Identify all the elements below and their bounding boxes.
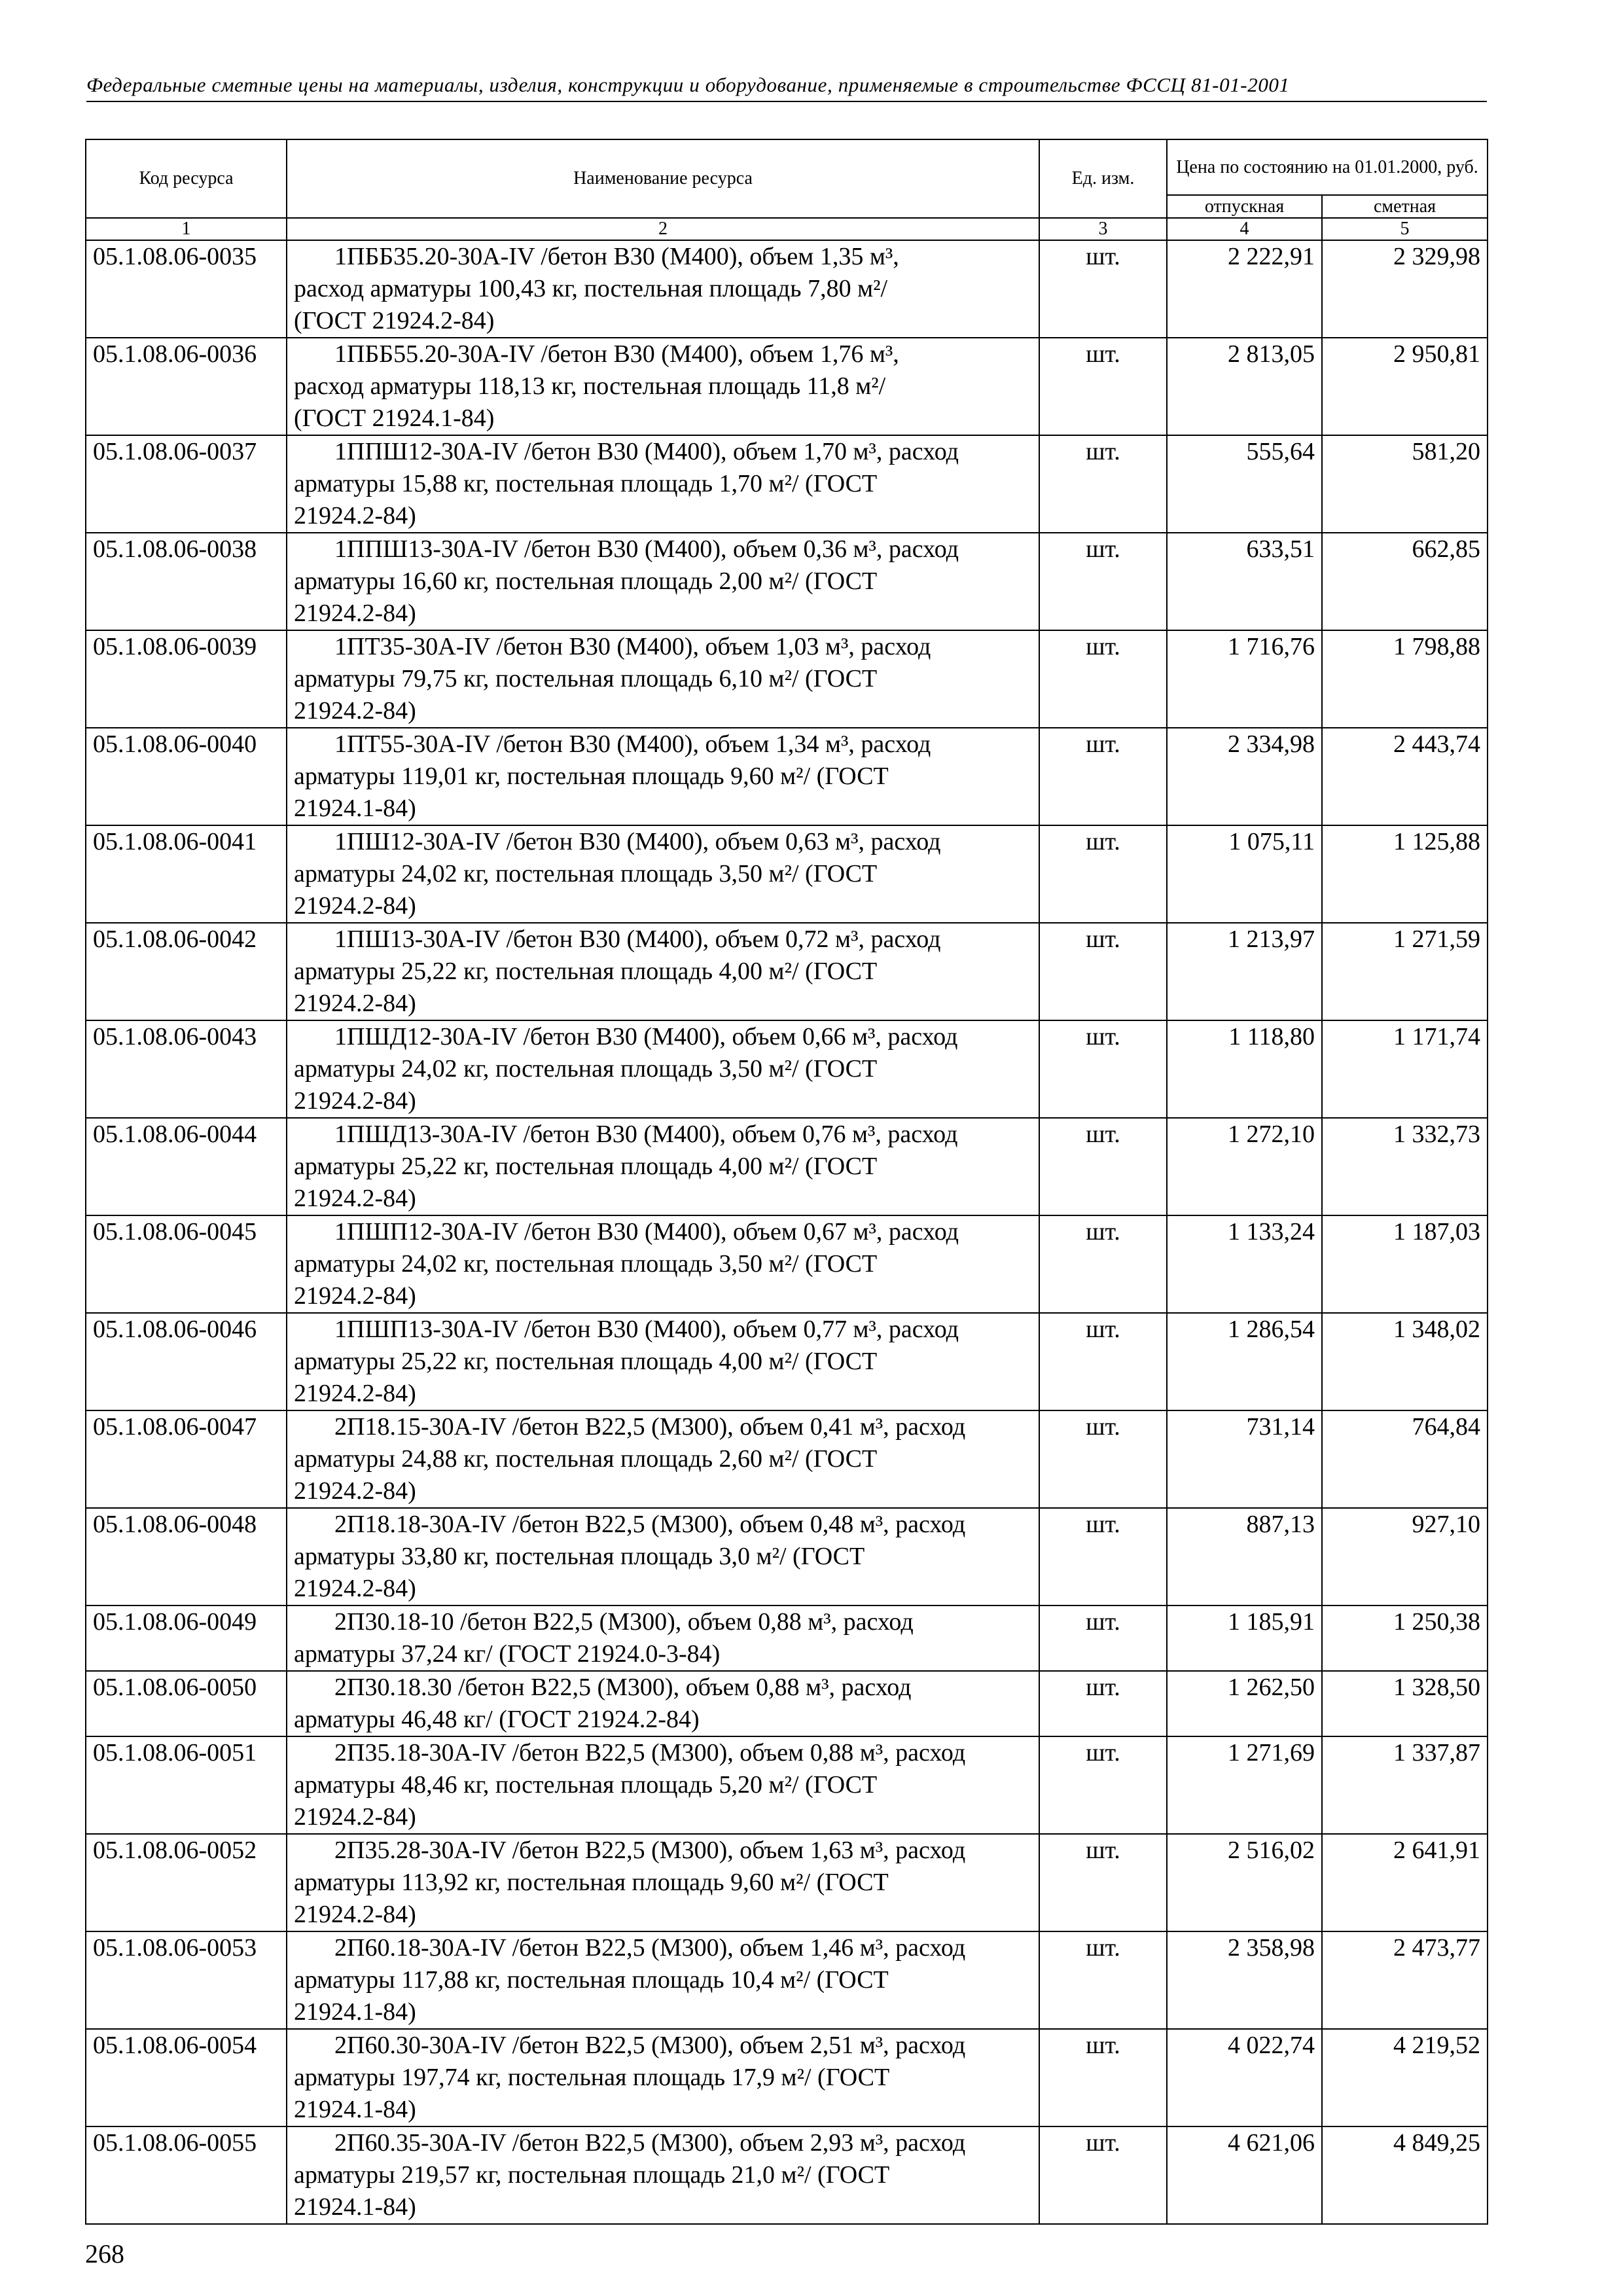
page-number: 268 — [85, 2239, 124, 2269]
table-row — [86, 1834, 1488, 1931]
resource-code: 05.1.08.06-0051 — [86, 1736, 287, 1834]
estimate-price: 1 171,74 — [1322, 1020, 1488, 1118]
resource-name-line: 2П60.35-30А-IV /бетон В22,5 (М300), объем 2,93 м³, расход — [334, 2129, 966, 2157]
resource-name — [287, 1736, 1039, 1834]
estimate-price: 2 473,77 — [1322, 1931, 1488, 2029]
resource-name — [287, 1118, 1039, 1215]
estimate-price: 1 337,87 — [1322, 1736, 1488, 1834]
column-number: 1 — [86, 218, 287, 240]
estimate-price: 1 328,50 — [1322, 1671, 1488, 1736]
resource-code: 05.1.08.06-0047 — [86, 1410, 287, 1508]
table-row — [86, 1215, 1488, 1313]
column-number: 2 — [287, 218, 1039, 240]
resource-name-line: 2П35.18-30А-IV /бетон В22,5 (М300), объем 0,88 м³, расход — [334, 1739, 966, 1767]
estimate-price: 764,84 — [1322, 1410, 1488, 1508]
unit: шт. — [1039, 2029, 1167, 2126]
unit: шт. — [1039, 1410, 1167, 1508]
resource-name-line: 1ППШ12-30А-IV /бетон В30 (М400), объем 1,70 м³, расход — [334, 438, 959, 465]
resource-code: 05.1.08.06-0048 — [86, 1508, 287, 1605]
release-price: 1 133,24 — [1167, 1215, 1322, 1313]
table-row — [86, 533, 1488, 630]
resource-name — [287, 2126, 1039, 2224]
resource-name-line: арматуры 15,88 кг, постельная площадь 1,70 м²/ (ГОСТ — [294, 470, 878, 497]
resource-name-line: арматуры 24,02 кг, постельная площадь 3,50 м²/ (ГОСТ — [294, 860, 878, 888]
release-price: 4 621,06 — [1167, 2126, 1322, 2224]
table-row — [86, 728, 1488, 825]
estimate-price: 1 798,88 — [1322, 630, 1488, 728]
unit: шт. — [1039, 1671, 1167, 1736]
resource-name — [287, 1605, 1039, 1671]
resource-name-line: арматуры 113,92 кг, постельная площадь 9,60 м²/ (ГОСТ — [294, 1869, 889, 1896]
table-row — [86, 2029, 1488, 2126]
resource-name-line: арматуры 25,22 кг, постельная площадь 4,00 м²/ (ГОСТ — [294, 1348, 878, 1375]
release-price: 633,51 — [1167, 533, 1322, 630]
resource-name-line: арматуры 25,22 кг, постельная площадь 4,00 м²/ (ГОСТ — [294, 958, 878, 985]
resource-name-line: 1ПТ55-30А-IV /бетон В30 (М400), объем 1,34 м³, расход — [334, 730, 931, 758]
resource-name-line: 2П35.28-30А-IV /бетон В22,5 (М300), объем 1,63 м³, расход — [334, 1837, 966, 1864]
resource-name — [287, 533, 1039, 630]
resource-name — [287, 923, 1039, 1020]
resource-code: 05.1.08.06-0052 — [86, 1834, 287, 1931]
resource-name-line: 21924.2-84) — [294, 697, 416, 725]
resource-code: 05.1.08.06-0044 — [86, 1118, 287, 1215]
table-row — [86, 1020, 1488, 1118]
resource-code: 05.1.08.06-0053 — [86, 1931, 287, 2029]
column-number: 5 — [1322, 218, 1488, 240]
resource-name-line: арматуры 25,22 кг, постельная площадь 4,00 м²/ (ГОСТ — [294, 1153, 878, 1180]
release-price: 1 286,54 — [1167, 1313, 1322, 1410]
estimate-price: 1 125,88 — [1322, 825, 1488, 923]
resource-name — [287, 825, 1039, 923]
release-price: 1 716,76 — [1167, 630, 1322, 728]
resource-code: 05.1.08.06-0054 — [86, 2029, 287, 2126]
unit: шт. — [1039, 240, 1167, 338]
table-row — [86, 2126, 1488, 2224]
resource-name-line: арматуры 197,74 кг, постельная площадь 17,9 м²/ (ГОСТ — [294, 2064, 890, 2091]
estimate-price: 1 348,02 — [1322, 1313, 1488, 1410]
resource-name — [287, 435, 1039, 533]
resource-name — [287, 728, 1039, 825]
header-unit: Ед. изм. — [1039, 139, 1167, 218]
release-price: 1 075,11 — [1167, 825, 1322, 923]
table-body — [86, 240, 1488, 2224]
release-price: 1 262,50 — [1167, 1671, 1322, 1736]
resource-name-line: 1ПШП12-30А-IV /бетон В30 (М400), объем 0,67 м³, расход — [334, 1218, 959, 1246]
resource-name-line: арматуры 37,24 кг/ (ГОСТ 21924.0-3-84) — [294, 1640, 721, 1668]
resource-code: 05.1.08.06-0045 — [86, 1215, 287, 1313]
resource-name-line: 1ПШП13-30А-IV /бетон В30 (М400), объем 0,77 м³, расход — [334, 1316, 959, 1343]
estimate-price: 4 849,25 — [1322, 2126, 1488, 2224]
table-row — [86, 1671, 1488, 1736]
table-row — [86, 1118, 1488, 1215]
table-row — [86, 240, 1488, 338]
release-price: 555,64 — [1167, 435, 1322, 533]
column-number: 4 — [1167, 218, 1322, 240]
unit: шт. — [1039, 533, 1167, 630]
resource-name-line: арматуры 46,48 кг/ (ГОСТ 21924.2-84) — [294, 1706, 700, 1733]
resource-name-line: арматуры 219,57 кг, постельная площадь 21,0 м²/ (ГОСТ — [294, 2161, 890, 2189]
resource-name — [287, 240, 1039, 338]
resource-name-line: арматуры 33,80 кг, постельная площадь 3,0 м²/ (ГОСТ — [294, 1543, 865, 1570]
resource-code: 05.1.08.06-0037 — [86, 435, 287, 533]
resource-name-line: 21924.2-84) — [294, 1477, 416, 1505]
table-row — [86, 1931, 1488, 2029]
resource-name-line: 21924.2-84) — [294, 502, 416, 529]
resource-name-line: 21924.2-84) — [294, 892, 416, 920]
header-name: Наименование ресурса — [287, 139, 1039, 218]
release-price: 887,13 — [1167, 1508, 1322, 1605]
resource-name-line: 1ПШД13-30А-IV /бетон В30 (М400), объем 0,76 м³, расход — [334, 1121, 958, 1148]
estimate-price: 662,85 — [1322, 533, 1488, 630]
unit: шт. — [1039, 825, 1167, 923]
release-price: 2 358,98 — [1167, 1931, 1322, 2029]
resource-name-line: 1ПШД12-30А-IV /бетон В30 (М400), объем 0,66 м³, расход — [334, 1023, 958, 1050]
resource-name-line: 1ППШ13-30А-IV /бетон В30 (М400), объем 0,36 м³, расход — [334, 535, 959, 563]
release-price: 2 813,05 — [1167, 338, 1322, 435]
table-row — [86, 1605, 1488, 1671]
unit: шт. — [1039, 1931, 1167, 2029]
unit: шт. — [1039, 338, 1167, 435]
table-row — [86, 825, 1488, 923]
header-release-price: отпускная — [1167, 195, 1322, 218]
resource-name-line: 21924.2-84) — [294, 1380, 416, 1407]
resource-code: 05.1.08.06-0039 — [86, 630, 287, 728]
resource-code: 05.1.08.06-0041 — [86, 825, 287, 923]
table-row — [86, 435, 1488, 533]
resource-name-line: 2П18.18-30А-IV /бетон В22,5 (М300), объем 0,48 м³, расход — [334, 1511, 966, 1538]
unit: шт. — [1039, 1020, 1167, 1118]
resource-name — [287, 1931, 1039, 2029]
table-row — [86, 1508, 1488, 1605]
release-price: 1 272,10 — [1167, 1118, 1322, 1215]
resource-name — [287, 1671, 1039, 1736]
estimate-price: 4 219,52 — [1322, 2029, 1488, 2126]
unit: шт. — [1039, 2126, 1167, 2224]
resource-code: 05.1.08.06-0042 — [86, 923, 287, 1020]
resource-code: 05.1.08.06-0040 — [86, 728, 287, 825]
header-code: Код ресурса — [86, 139, 287, 218]
unit: шт. — [1039, 1313, 1167, 1410]
resource-name-line: 2П60.30-30А-IV /бетон В22,5 (М300), объем 2,51 м³, расход — [334, 2032, 966, 2059]
estimate-price: 581,20 — [1322, 435, 1488, 533]
table-row — [86, 1736, 1488, 1834]
resource-name-line: расход арматуры 118,13 кг, постельная площадь 11,8 м²/ — [294, 372, 886, 400]
resource-name-line: 21924.2-84) — [294, 600, 416, 627]
resource-name-line: (ГОСТ 21924.2-84) — [294, 307, 495, 334]
resource-name-line: 21924.2-84) — [294, 1282, 416, 1310]
release-price: 1 185,91 — [1167, 1605, 1322, 1671]
unit: шт. — [1039, 728, 1167, 825]
resource-code: 05.1.08.06-0035 — [86, 240, 287, 338]
resource-name — [287, 1313, 1039, 1410]
resource-name-line: 2П18.15-30А-IV /бетон В22,5 (М300), объем 0,41 м³, расход — [334, 1413, 966, 1441]
estimate-price: 1 187,03 — [1322, 1215, 1488, 1313]
resource-name-line: арматуры 16,60 кг, постельная площадь 2,00 м²/ (ГОСТ — [294, 567, 878, 595]
unit: шт. — [1039, 630, 1167, 728]
resource-name — [287, 1020, 1039, 1118]
estimate-price: 1 332,73 — [1322, 1118, 1488, 1215]
resource-name-line: арматуры 79,75 кг, постельная площадь 6,10 м²/ (ГОСТ — [294, 665, 878, 692]
column-number: 3 — [1039, 218, 1167, 240]
estimate-price: 2 443,74 — [1322, 728, 1488, 825]
resource-name — [287, 2029, 1039, 2126]
release-price: 1 118,80 — [1167, 1020, 1322, 1118]
release-price: 1 271,69 — [1167, 1736, 1322, 1834]
table-row — [86, 338, 1488, 435]
release-price: 731,14 — [1167, 1410, 1322, 1508]
header-estimate-price: сметная — [1322, 195, 1488, 218]
resource-code: 05.1.08.06-0055 — [86, 2126, 287, 2224]
resource-name-line: 21924.2-84) — [294, 1087, 416, 1115]
table-row — [86, 630, 1488, 728]
table-row — [86, 1313, 1488, 1410]
resource-name-line: 1ПББ55.20-30А-IV /бетон В30 (М400), объем 1,76 м³, — [334, 340, 899, 368]
estimate-price: 1 271,59 — [1322, 923, 1488, 1020]
running-header: Федеральные сметные цены на материалы, изделия, конструкции и оборудование, применяемые в строительстве ФССЦ 81-01-2001 — [86, 73, 1487, 102]
resource-name-line: арматуры 24,02 кг, постельная площадь 3,50 м²/ (ГОСТ — [294, 1250, 878, 1278]
resource-name — [287, 338, 1039, 435]
resource-name-line: (ГОСТ 21924.1-84) — [294, 404, 495, 432]
resource-code: 05.1.08.06-0046 — [86, 1313, 287, 1410]
unit: шт. — [1039, 1508, 1167, 1605]
estimate-price: 1 250,38 — [1322, 1605, 1488, 1671]
resource-code: 05.1.08.06-0036 — [86, 338, 287, 435]
resource-code: 05.1.08.06-0050 — [86, 1671, 287, 1736]
resource-name-line: 21924.2-84) — [294, 1901, 416, 1928]
resource-name — [287, 1410, 1039, 1508]
header-price-group: Цена по состоянию на 01.01.2000, руб. — [1167, 139, 1488, 195]
release-price: 2 334,98 — [1167, 728, 1322, 825]
resource-name-line: арматуры 48,46 кг, постельная площадь 5,20 м²/ (ГОСТ — [294, 1771, 878, 1799]
estimate-price: 2 950,81 — [1322, 338, 1488, 435]
resource-name-line: 2П30.18-10 /бетон В22,5 (М300), объем 0,88 м³, расход — [334, 1608, 914, 1636]
release-price: 1 213,97 — [1167, 923, 1322, 1020]
resource-name-line: 21924.1-84) — [294, 2096, 416, 2123]
release-price: 4 022,74 — [1167, 2029, 1322, 2126]
unit: шт. — [1039, 1736, 1167, 1834]
unit: шт. — [1039, 1215, 1167, 1313]
resource-name — [287, 630, 1039, 728]
resource-name-line: 21924.2-84) — [294, 1185, 416, 1212]
resource-name-line: 1ПШ12-30А-IV /бетон В30 (М400), объем 0,63 м³, расход — [334, 828, 941, 855]
resource-name-line: 21924.1-84) — [294, 2193, 416, 2221]
resource-name-line: 1ПШ13-30А-IV /бетон В30 (М400), объем 0,72 м³, расход — [334, 925, 941, 953]
resource-name-line: 1ПББ35.20-30А-IV /бетон В30 (М400), объем 1,35 м³, — [334, 243, 899, 270]
resource-name-line: 21924.1-84) — [294, 795, 416, 822]
estimate-price: 2 329,98 — [1322, 240, 1488, 338]
resource-name — [287, 1215, 1039, 1313]
resource-name-line: 2П30.18.30 /бетон В22,5 (М300), объем 0,88 м³, расход — [334, 1674, 912, 1701]
release-price: 2 516,02 — [1167, 1834, 1322, 1931]
resource-name-line: расход арматуры 100,43 кг, постельная площадь 7,80 м²/ — [294, 275, 888, 302]
unit: шт. — [1039, 1834, 1167, 1931]
resource-name — [287, 1508, 1039, 1605]
resource-name-line: арматуры 119,01 кг, постельная площадь 9,60 м²/ (ГОСТ — [294, 762, 889, 790]
resource-name — [287, 1834, 1039, 1931]
resource-name-line: 21924.2-84) — [294, 1575, 416, 1602]
resource-name-line: 21924.2-84) — [294, 990, 416, 1017]
estimate-price: 927,10 — [1322, 1508, 1488, 1605]
unit: шт. — [1039, 435, 1167, 533]
release-price: 2 222,91 — [1167, 240, 1322, 338]
unit: шт. — [1039, 1118, 1167, 1215]
table-row — [86, 1410, 1488, 1508]
resource-name-line: 21924.2-84) — [294, 1803, 416, 1831]
resource-name-line: 21924.1-84) — [294, 1998, 416, 2026]
resource-name-line: 2П60.18-30А-IV /бетон В22,5 (М300), объем 1,46 м³, расход — [334, 1934, 966, 1962]
unit: шт. — [1039, 923, 1167, 1020]
resource-code: 05.1.08.06-0043 — [86, 1020, 287, 1118]
table-row — [86, 923, 1488, 1020]
unit: шт. — [1039, 1605, 1167, 1671]
resource-name-line: арматуры 24,88 кг, постельная площадь 2,60 м²/ (ГОСТ — [294, 1445, 878, 1473]
resource-code: 05.1.08.06-0049 — [86, 1605, 287, 1671]
resource-name-line: арматуры 117,88 кг, постельная площадь 10,4 м²/ (ГОСТ — [294, 1966, 889, 1994]
estimate-price: 2 641,91 — [1322, 1834, 1488, 1931]
resource-name-line: арматуры 24,02 кг, постельная площадь 3,50 м²/ (ГОСТ — [294, 1055, 878, 1083]
resource-name-line: 1ПТ35-30А-IV /бетон В30 (М400), объем 1,03 м³, расход — [334, 633, 931, 660]
price-table — [85, 139, 1488, 2225]
resource-code: 05.1.08.06-0038 — [86, 533, 287, 630]
